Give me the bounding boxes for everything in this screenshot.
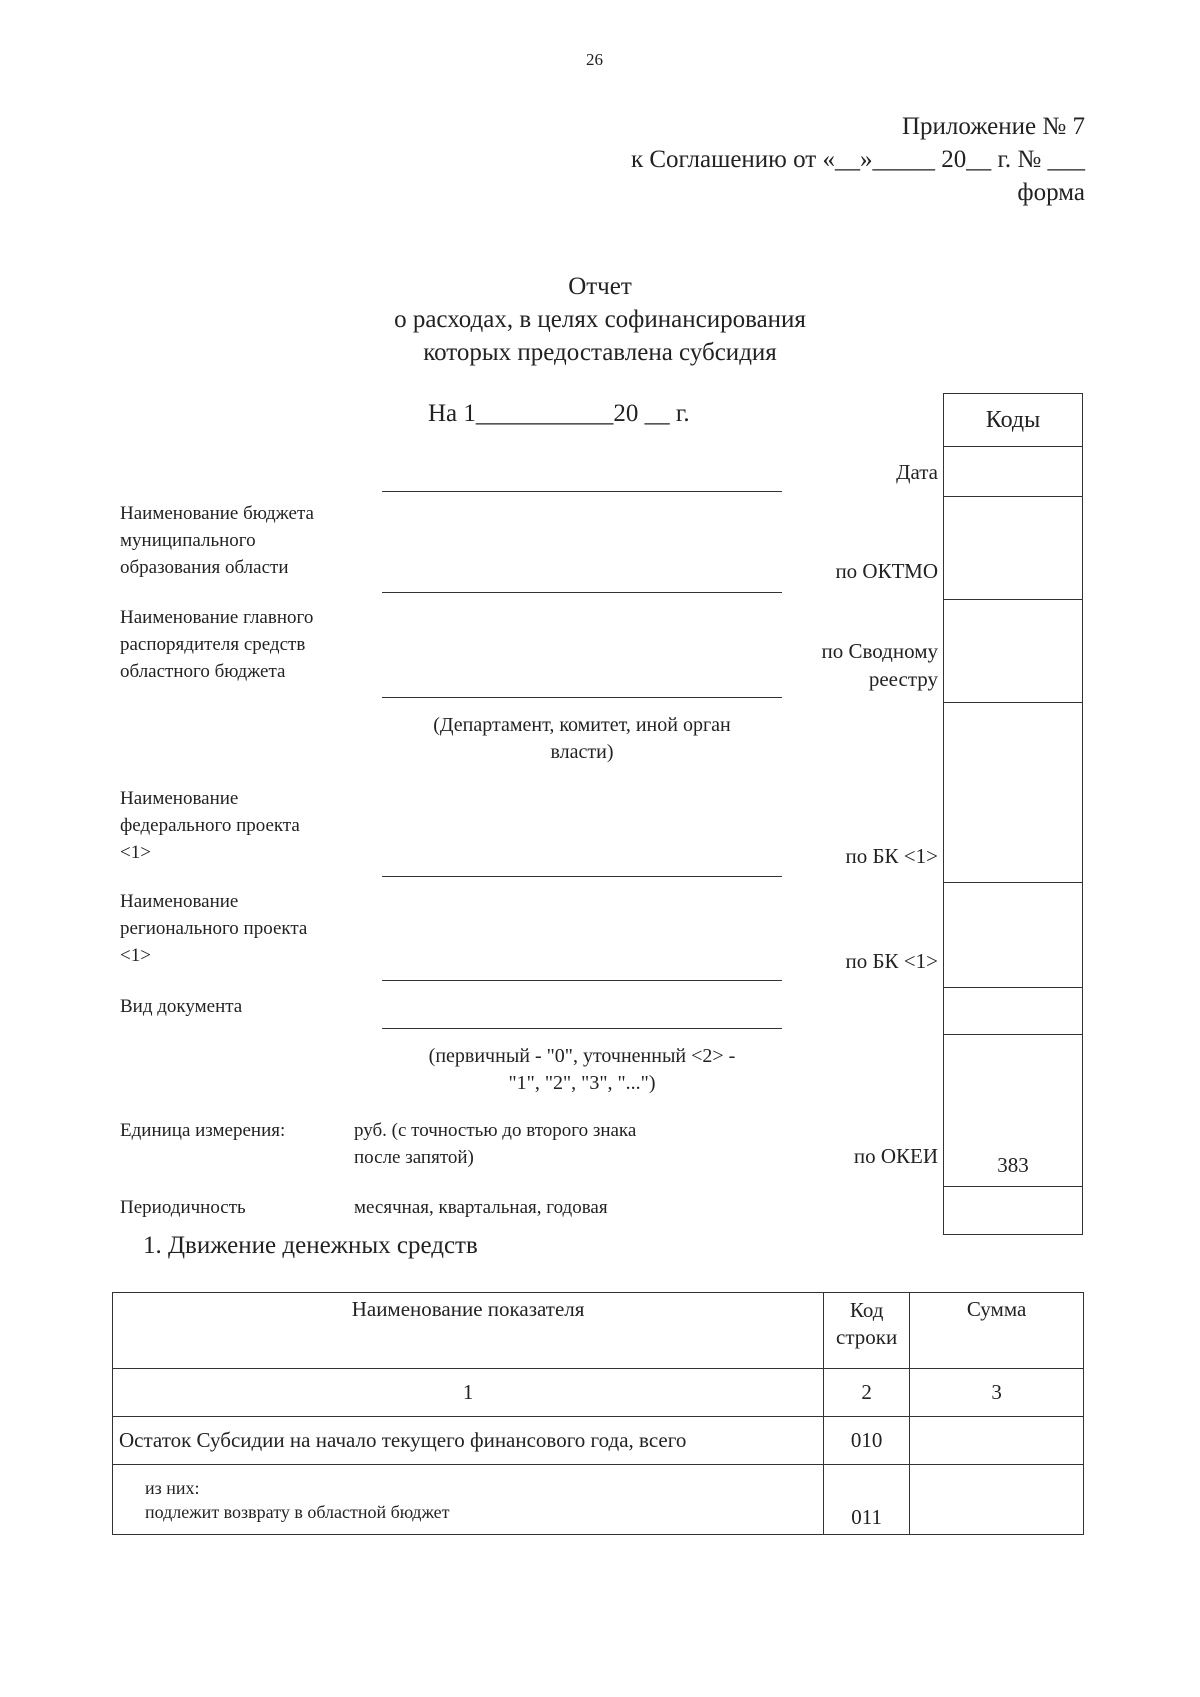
label-periodicity: Периодичность — [120, 1197, 246, 1218]
header-sum: Сумма — [910, 1293, 1084, 1369]
line-chief-admin[interactable] — [382, 697, 782, 698]
line-regional-project[interactable] — [382, 980, 782, 981]
label-bk-federal: по БК <1> — [845, 844, 938, 868]
label-okei: по ОКЕИ — [853, 1144, 938, 1168]
periodicity-value: месячная, квартальная, годовая — [354, 1197, 608, 1218]
label-unit: Единица измерения: — [120, 1120, 286, 1141]
code-bk-federal[interactable] — [944, 702, 1082, 882]
report-subtitle-2: которых предоставлена субсидия — [423, 339, 777, 366]
header-name: Наименование показателя — [113, 1293, 824, 1369]
line-recipient[interactable] — [382, 491, 782, 492]
label-bk-regional: по БК <1> — [845, 949, 938, 973]
label-svod-1: по Сводному — [821, 639, 938, 663]
report-title: Отчет — [568, 273, 632, 300]
appendix-form: форма — [1017, 179, 1085, 206]
unit-value: руб. (с точностью до второго знака после запятой) — [354, 1120, 637, 1168]
label-budget: Наименование бюджета муниципального образования области — [120, 503, 314, 578]
table-number-row — [113, 1369, 1084, 1417]
row-name: из них: подлежит возврату в областной бюджет — [113, 1465, 824, 1535]
row-code: 010 — [824, 1417, 910, 1465]
appendix-agreement: к Соглашению от «__»_____ 20__ г. № ___ — [630, 146, 1085, 173]
codes-box — [943, 393, 1083, 1235]
label-date: Дата — [896, 460, 938, 484]
report-subtitle-1: о расходах, в целях софинансирования — [394, 306, 806, 333]
header-code: Код строки — [824, 1293, 910, 1369]
codes-header: Коды — [985, 406, 1041, 433]
appendix-title: Приложение № 7 — [901, 113, 1085, 140]
code-date[interactable] — [944, 446, 1082, 496]
table-row — [113, 1417, 1084, 1465]
row-code: 011 — [824, 1465, 910, 1535]
note-doc-type: (первичный - "0", уточненный <2> - "1", "2", "3", "...") — [428, 1045, 736, 1094]
label-doc-type: Вид документа — [120, 996, 243, 1017]
label-regional-project: Наименование регионального проекта <1> — [120, 891, 308, 966]
table-header-row — [113, 1293, 1084, 1369]
col-number-1: 1 — [113, 1369, 824, 1417]
appendix-header — [385, 110, 1085, 209]
section-title: 1. Движение денежных средств — [143, 1232, 478, 1259]
cash-flow-table — [112, 1292, 1084, 1535]
code-bk-regional[interactable] — [944, 882, 1082, 987]
code-periodicity[interactable] — [944, 1186, 1082, 1234]
line-budget-name[interactable] — [382, 592, 782, 593]
label-chief-admin: Наименование главного распорядителя средств областного бюджета — [120, 607, 314, 682]
code-oktmo[interactable] — [944, 496, 1082, 599]
line-federal-project[interactable] — [382, 876, 782, 877]
code-svod-reestr[interactable] — [944, 599, 1082, 702]
label-svod-2: реестру — [868, 667, 938, 691]
row-name: Остаток Субсидии на начало текущего финансового года, всего — [113, 1417, 824, 1465]
row-sum[interactable] — [910, 1465, 1084, 1535]
line-doc-type[interactable] — [382, 1028, 782, 1029]
report-date-line: На 1___________20 __ г. — [428, 400, 690, 427]
col-number-2: 2 — [824, 1369, 910, 1417]
label-oktmo: по ОКТМО — [835, 559, 938, 583]
row-sum[interactable] — [910, 1417, 1084, 1465]
code-okei: 383 — [944, 1034, 1082, 1186]
label-federal-project: Наименование федерального проекта <1> — [120, 788, 300, 863]
code-doc-type[interactable] — [944, 987, 1082, 1034]
page-number: 26 — [586, 50, 603, 69]
table-row — [113, 1465, 1084, 1535]
col-number-3: 3 — [910, 1369, 1084, 1417]
note-department: (Департамент, комитет, иной орган власти) — [433, 714, 731, 763]
